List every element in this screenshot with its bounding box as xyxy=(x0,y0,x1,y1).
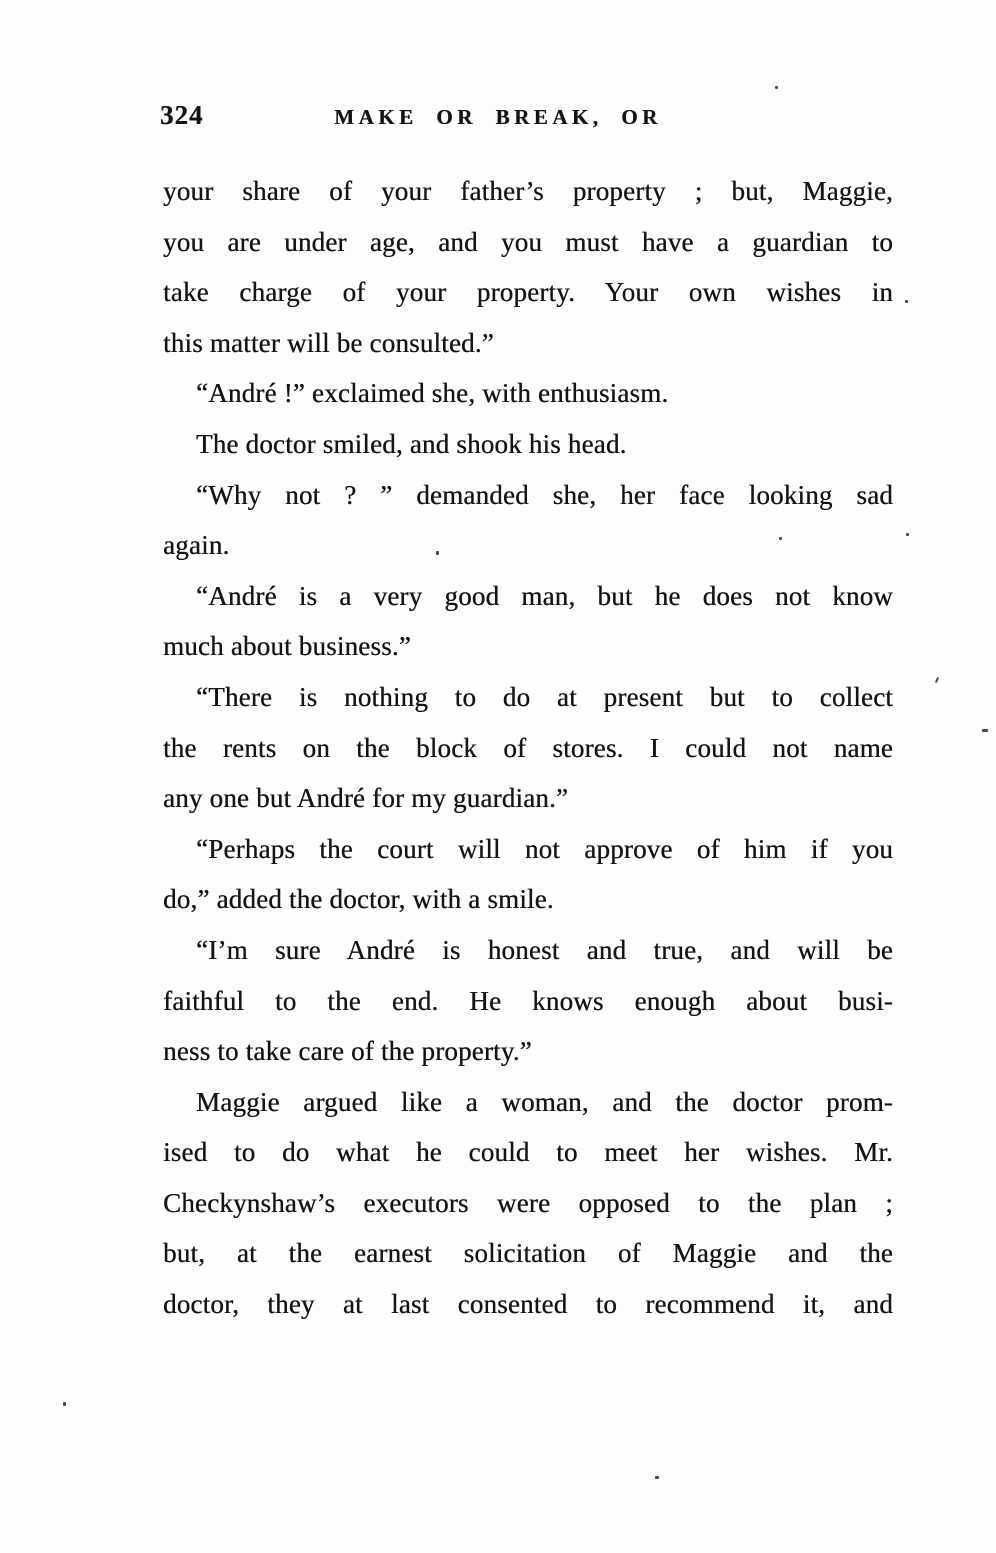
text-line: do,” added the doctor, with a smile. xyxy=(163,884,554,915)
scan-speck xyxy=(655,1476,659,1479)
text-line: The doctor smiled, and shook his head. xyxy=(196,428,627,459)
scan-speck xyxy=(436,551,439,555)
text-line: take charge of your property. Your own wishes in xyxy=(163,277,893,308)
text-line: ness to take care of the property.” xyxy=(163,1036,532,1067)
page-number: 324 xyxy=(160,100,204,130)
scan-speck xyxy=(779,537,782,540)
scan-speck xyxy=(935,677,939,683)
text-line: doctor, they at last consented to recommend it, and xyxy=(163,1289,893,1320)
text-line: again. xyxy=(163,530,230,561)
text-line: this matter will be consulted.” xyxy=(163,327,494,358)
text-line: your share of your father’s property ; but, Maggie, xyxy=(163,176,893,206)
text-line: the rents on the block of stores. I could not name xyxy=(163,732,893,763)
text-line: faithful to the end. He knows enough about busi- xyxy=(163,985,893,1016)
text-line: you are under age, and you must have a guardian to xyxy=(163,226,893,257)
text-line: any one but André for my guardian.” xyxy=(163,783,569,814)
scan-speck xyxy=(906,533,909,536)
scan-speck xyxy=(63,1402,66,1406)
text-line: much about business.” xyxy=(163,631,411,662)
text-line: “I’m sure André is honest and true, and will be xyxy=(196,934,893,965)
text-line: “Perhaps the court will not approve of him if you xyxy=(196,833,893,864)
text-line: Checkynshaw’s executors were opposed to the plan ; xyxy=(163,1187,893,1218)
text-line: “André is a very good man, but he does not know xyxy=(196,580,893,611)
body-text xyxy=(163,166,893,1330)
scan-speck xyxy=(905,300,908,303)
running-title: MAKE OR BREAK, OR xyxy=(334,105,662,129)
text-line: “There is nothing to do at present but to collect xyxy=(196,681,893,712)
text-line: “André !” exclaimed she, with enthusiasm. xyxy=(196,378,669,409)
text-line: Maggie argued like a woman, and the doctor prom- xyxy=(196,1086,893,1117)
text-line: “Why not ? ” demanded she, her face looking sad xyxy=(196,479,893,510)
scan-speck xyxy=(775,86,778,89)
scan-speck xyxy=(982,729,988,732)
text-line: but, at the earnest solicitation of Maggie and the xyxy=(163,1238,893,1269)
text-line: ised to do what he could to meet her wishes. Mr. xyxy=(163,1137,893,1168)
